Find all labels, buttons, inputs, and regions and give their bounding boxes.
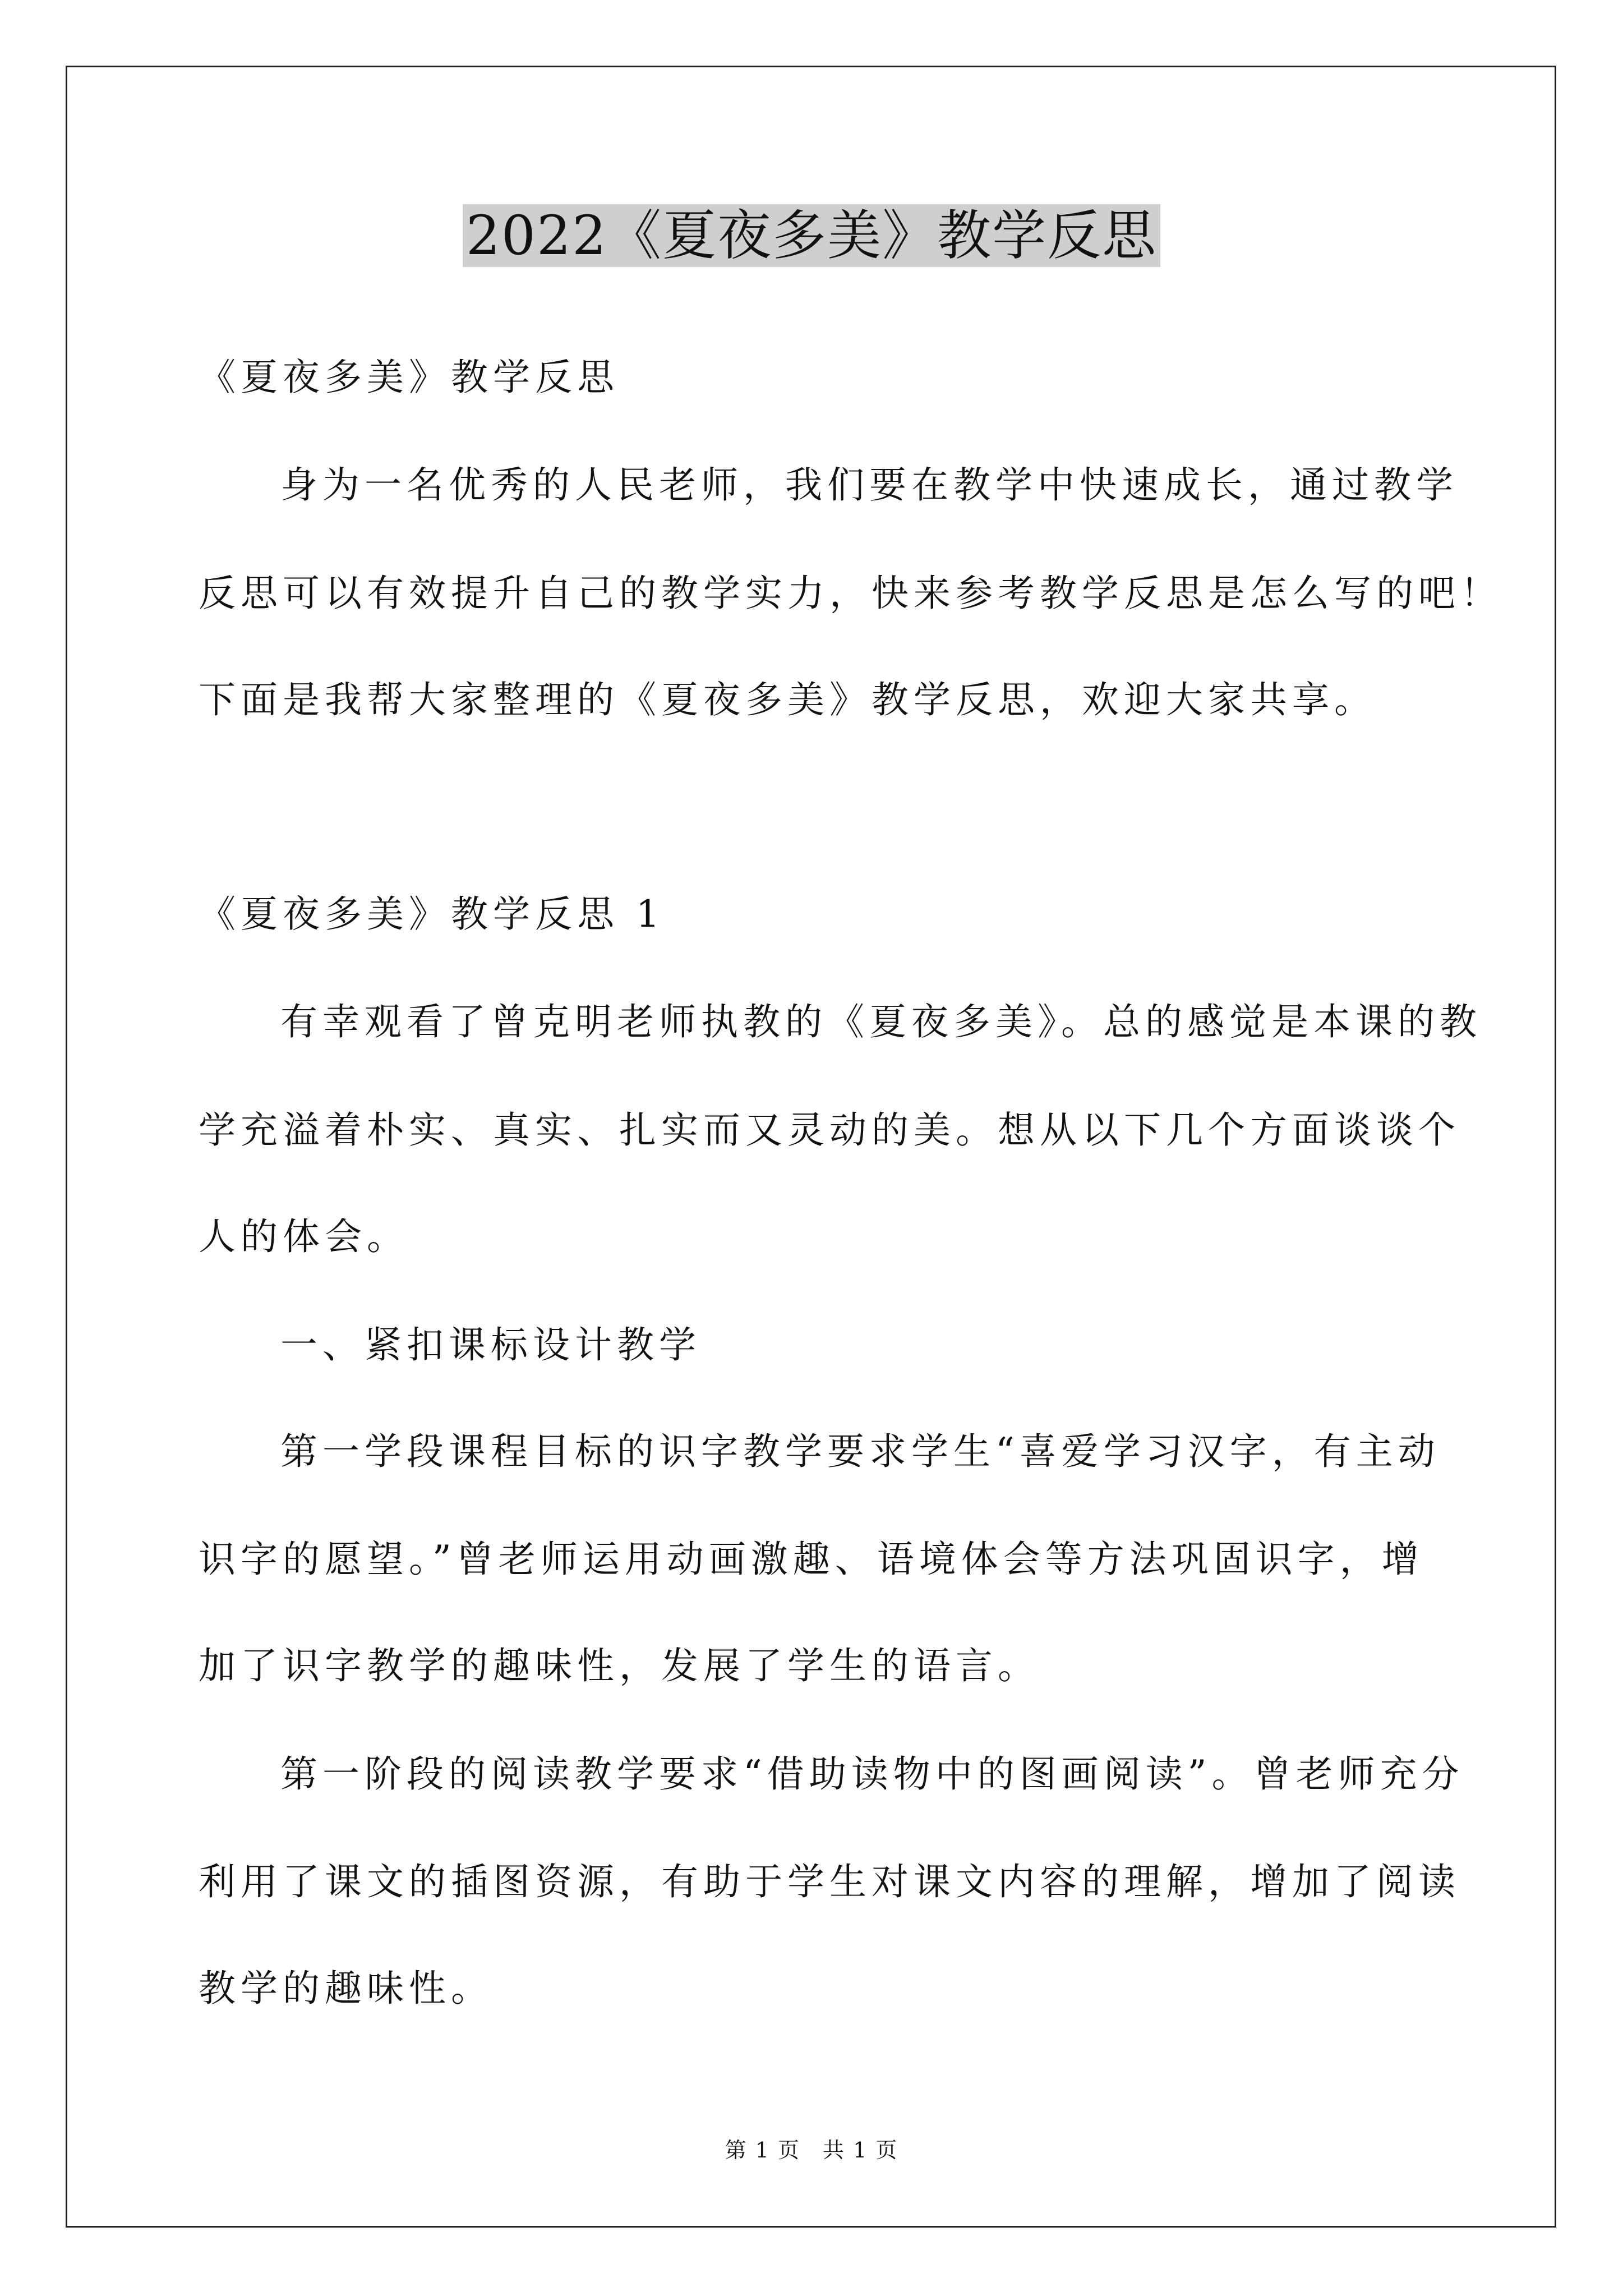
para1-line-1: 有幸观看了曾克明老师执教的《夏夜多美》。总的感觉是本课的教 — [280, 1000, 1482, 1043]
section-heading: 《夏夜多美》教学反思 1 — [199, 892, 665, 936]
para1-line-2: 学充溢着朴实、真实、扎实而又灵动的美。想从以下几个方面谈谈个 — [199, 1108, 1460, 1152]
para2-line-3: 加了识字教学的趣味性，发展了学生的语言。 — [199, 1644, 1040, 1687]
intro-line-1: 身为一名优秀的人民老师，我们要在教学中快速成长，通过教学 — [280, 463, 1458, 507]
para3-line-3: 教学的趣味性。 — [199, 1967, 493, 2010]
page-footer — [0, 2136, 1623, 2164]
intro-line-2: 反思可以有效提升自己的教学实力，快来参考教学反思是怎么写的吧！ — [199, 572, 1502, 615]
document-subtitle: 《夏夜多美》教学反思 — [199, 356, 619, 399]
para2-line-1: 第一学段课程目标的识字教学要求学生“喜爱学习汉字，有主动 — [280, 1430, 1440, 1473]
point-heading: 一、紧扣课标设计教学 — [280, 1323, 701, 1366]
para3-line-2: 利用了课文的插图资源，有助于学生对课文内容的理解，增加了阅读 — [199, 1860, 1460, 1903]
document-title — [0, 199, 1623, 272]
para3-line-1: 第一阶段的阅读教学要求“借助读物中的图画阅读”。曾老师充分 — [280, 1752, 1464, 1796]
footer-page-current: 第 1 页 — [725, 2138, 800, 2162]
document-title-text: 2022《夏夜多美》教学反思 — [463, 204, 1160, 267]
footer-page-total: 共 1 页 — [823, 2138, 898, 2162]
intro-line-3: 下面是我帮大家整理的《夏夜多美》教学反思，欢迎大家共享。 — [199, 678, 1376, 721]
para2-line-2: 识字的愿望。”曾老师运用动画激趣、语境体会等方法巩固识字，增 — [199, 1538, 1424, 1581]
para1-line-3: 人的体会。 — [199, 1215, 409, 1258]
